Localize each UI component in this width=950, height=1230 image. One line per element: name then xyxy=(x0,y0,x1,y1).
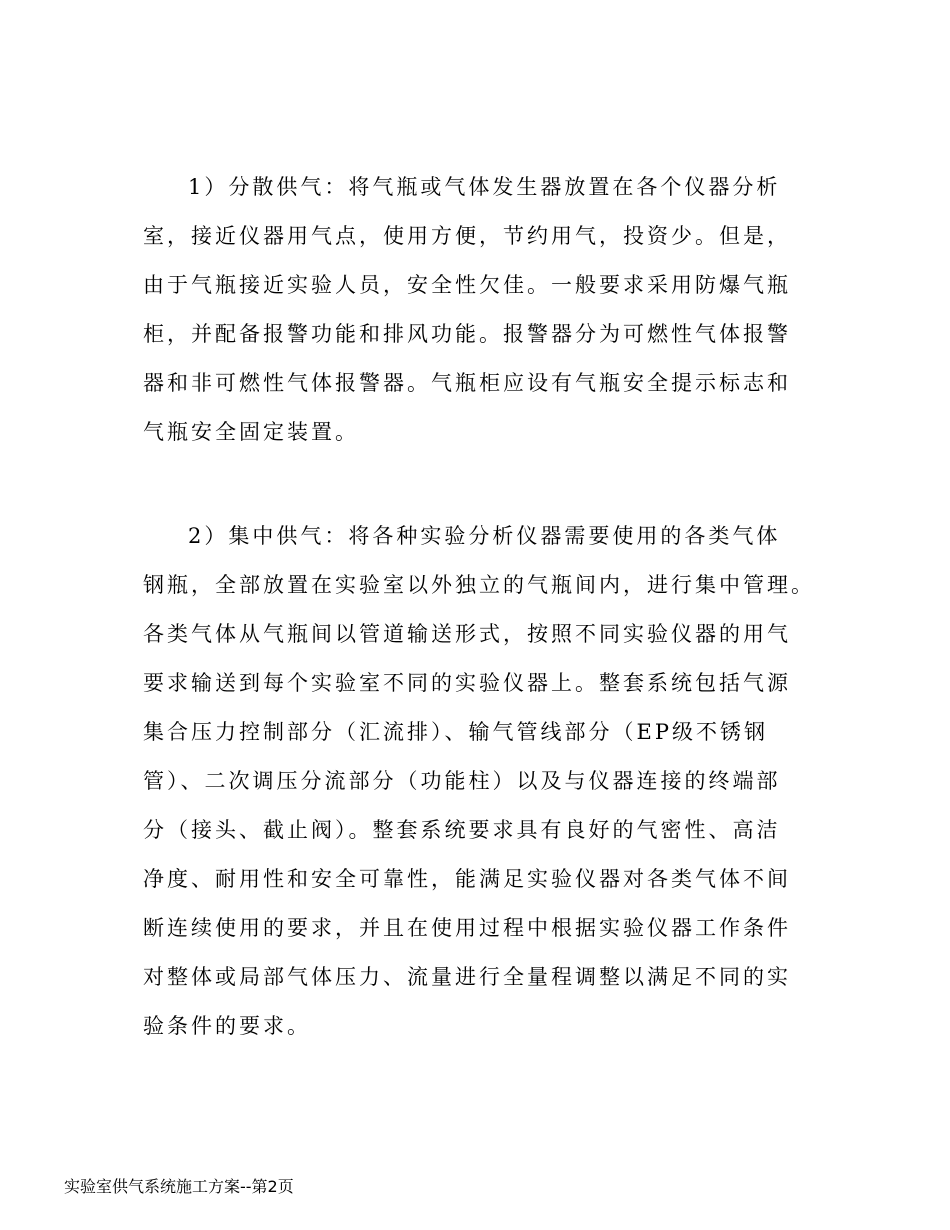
paragraph-line: 各类气体从气瓶间以管道输送形式，按照不同实验仪器的用气 xyxy=(143,622,791,646)
paragraph-distributed-gas-supply xyxy=(143,163,863,457)
paragraph-line: 断连续使用的要求，并且在使用过程中根据实验仪器工作条件 xyxy=(143,916,791,940)
paragraph-line: 集合压力控制部分（汇流排）、输气管线部分（EP级不锈钢 xyxy=(143,720,768,744)
paragraph-line: 钢瓶，全部放置在实验室以外独立的气瓶间内，进行集中管理。 xyxy=(143,573,815,597)
paragraph-line: 2）集中供气：将各种实验分析仪器需要使用的各类气体 xyxy=(188,524,781,548)
paragraph-line: 器和非可燃性气体报警器。气瓶柜应设有气瓶安全提示标志和 xyxy=(143,371,791,395)
paragraph-line: 管）、二次调压分流部分（功能柱）以及与仪器连接的终端部 xyxy=(143,769,781,793)
paragraph-centralized-gas-supply xyxy=(143,512,863,1051)
page-footer: 实验室供气系统施工方案--第2页 xyxy=(64,1177,294,1196)
paragraph-line: 验条件的要求。 xyxy=(143,1014,311,1038)
paragraph-line: 要求输送到每个实验室不同的实验仪器上。整套系统包括气源 xyxy=(143,671,791,695)
paragraph-line: 由于气瓶接近实验人员，安全性欠佳。一般要求采用防爆气瓶 xyxy=(143,273,791,297)
paragraph-line: 气瓶安全固定装置。 xyxy=(143,420,359,444)
paragraph-line: 柜，并配备报警功能和排风功能。报警器分为可燃性气体报警 xyxy=(143,322,791,346)
paragraph-line: 1）分散供气：将气瓶或气体发生器放置在各个仪器分析 xyxy=(188,175,781,199)
paragraph-line: 分（接头、截止阀）。整套系统要求具有良好的气密性、高洁 xyxy=(143,818,781,842)
paragraph-line: 净度、耐用性和安全可靠性，能满足实验仪器对各类气体不间 xyxy=(143,867,791,891)
paragraph-line: 对整体或局部气体压力、流量进行全量程调整以满足不同的实 xyxy=(143,965,791,989)
paragraph-line: 室，接近仪器用气点，使用方便，节约用气，投资少。但是， xyxy=(143,224,791,248)
